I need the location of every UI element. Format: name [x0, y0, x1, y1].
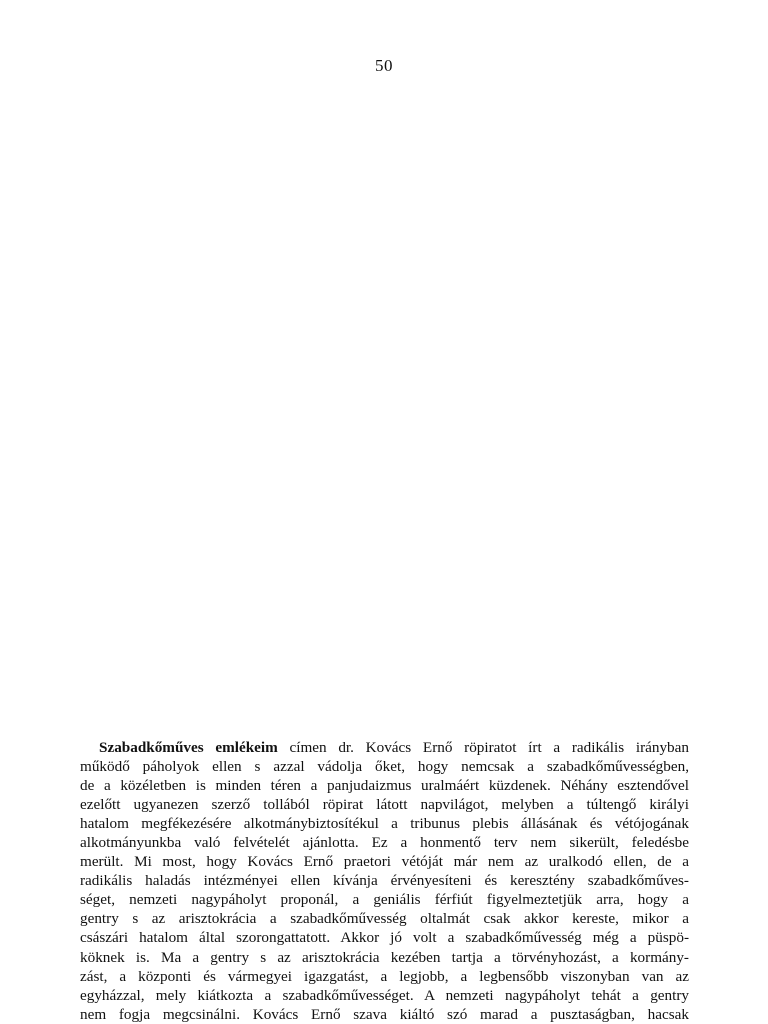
- text-line: séget, nemzeti nagypáholyt proponál, a geniális férfiút figyelmeztetjük arra, hogy a: [80, 891, 689, 909]
- page-number: 50: [375, 56, 393, 75]
- text-line: de a közéletben is minden téren a panjudaizmus uralmáért küzdenek. Néhány esztendővel: [80, 777, 689, 795]
- text-line: hatalom megfékezésére alkotmánybiztosítékul a tribunus plebis állásának és vétójogának: [80, 815, 689, 833]
- text-line: császári hatalom által szorongattatott. Akkor jó volt a szabadkőművesség még a püspö-: [80, 929, 689, 947]
- text-line: [80, 738, 689, 757]
- text-line: alkotmányunkba való felvételét ajánlotta. Ez a honmentő terv nem sikerült, feledésbe: [80, 834, 689, 852]
- text-line: nem fogja megcsinálni. Kovács Ernő szava kiáltó szó marad a pusztaságban, hacsak: [80, 1005, 689, 1023]
- text-line: köknek is. Ma a gentry s az arisztokrácia kezében tartja a törvényhozást, a kormány-: [80, 948, 689, 966]
- text-line: radikális haladás intézményei ellen kívánja érvényesíteni és keresztény szabadkőműves-: [80, 872, 689, 890]
- text-line: működő páholyok ellen s azzal vádolja őket, hogy nemcsak a szabadkőművességben,: [80, 758, 689, 776]
- text-line-content: címen dr. Kovács Ernő röpiratot írt a radikális irányban: [277, 739, 689, 756]
- article-body: [80, 738, 689, 1024]
- text-line: merült. Mi most, hogy Kovács Ernő praetori vétóját már nem az uralkodó ellen, de a: [80, 853, 689, 871]
- article-lead-title: Szabadkőműves emlékeim: [99, 739, 278, 756]
- text-line: ezelőtt ugyanezen szerző tollából röpirat látott napvilágot, melyben a túltengő királyi: [80, 796, 689, 814]
- text-line: gentry s az arisztokrácia a szabadkőművesség oltalmát csak akkor kereste, mikor a: [80, 910, 689, 928]
- text-line: zást, a központi és vármegyei igazgatást, a legjobb, a legbensőbb viszonyban van az: [80, 967, 689, 985]
- text-line: egyházzal, mely kiátkozta a szabadkőművességet. A nemzeti nagypáholyt tehát a gentry: [80, 986, 689, 1004]
